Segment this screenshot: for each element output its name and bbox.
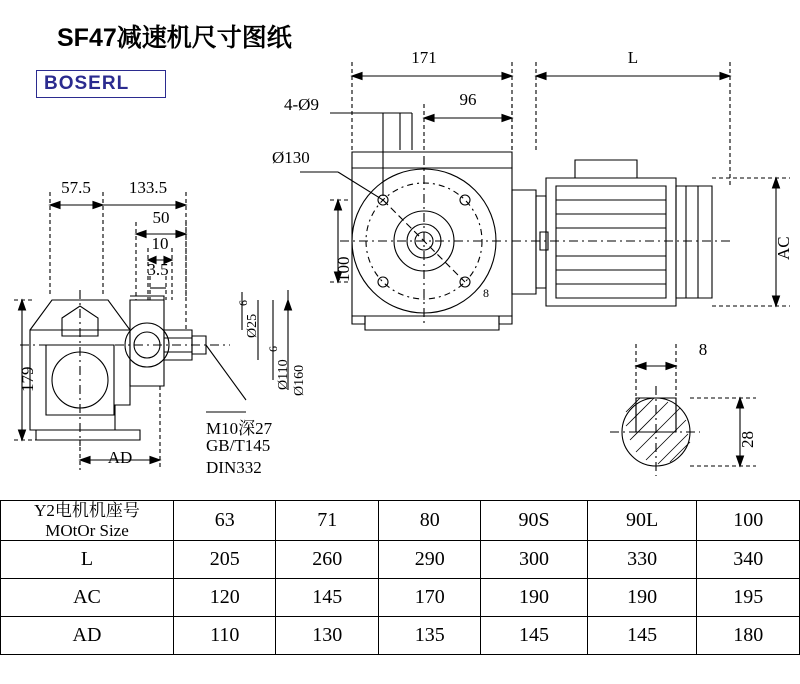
dim-96: 96 bbox=[459, 90, 477, 109]
table-cell: 130 bbox=[276, 617, 378, 655]
table-cell: 290 bbox=[378, 541, 480, 579]
table-header-size: 100 bbox=[697, 501, 800, 541]
table-row bbox=[1, 617, 800, 655]
table-cell: 260 bbox=[276, 541, 378, 579]
dim-50: 50 bbox=[152, 208, 170, 227]
dim-AD: AD bbox=[107, 448, 133, 467]
row-label-ac: AC bbox=[1, 579, 174, 617]
table-cell: 205 bbox=[174, 541, 276, 579]
dim-10: 10 bbox=[151, 234, 169, 253]
table-header-size: 63 bbox=[174, 501, 276, 541]
table-cell: 135 bbox=[378, 617, 480, 655]
table-row bbox=[1, 541, 800, 579]
table-header-size: 90S bbox=[481, 501, 587, 541]
dim-D25-sub: 6 bbox=[236, 300, 250, 306]
table-cell: 120 bbox=[174, 579, 276, 617]
dim-suffix-8: 8 bbox=[483, 286, 489, 300]
page-title: SF47减速机尺寸图纸 bbox=[57, 24, 292, 52]
note-m10: M10深27 bbox=[206, 419, 273, 438]
dim-57-5: 57.5 bbox=[61, 178, 91, 197]
row-label-ad: AD bbox=[1, 617, 174, 655]
logo-text: BOSERL bbox=[44, 73, 130, 94]
table-row bbox=[1, 501, 800, 541]
table-cell: 190 bbox=[587, 579, 697, 617]
dim-179: 179 bbox=[18, 366, 37, 392]
dim-D130: Ø130 bbox=[272, 148, 310, 167]
dim-D110-sub: 6 bbox=[266, 346, 280, 352]
table-header-size: 80 bbox=[378, 501, 480, 541]
table-header-cell bbox=[1, 501, 174, 541]
table-row bbox=[1, 579, 800, 617]
table-cell: 195 bbox=[697, 579, 800, 617]
note-gb: GB/T145 bbox=[206, 436, 271, 455]
table-cell: 190 bbox=[481, 579, 587, 617]
table-header-size: 71 bbox=[276, 501, 378, 541]
dim-133-5: 133.5 bbox=[128, 178, 168, 197]
table-cell: 170 bbox=[378, 579, 480, 617]
table-header-size: 90L bbox=[587, 501, 697, 541]
table-cell: 340 bbox=[697, 541, 800, 579]
table-cell: 330 bbox=[587, 541, 697, 579]
row-label-l: L bbox=[1, 541, 174, 579]
dim-D160: Ø160 bbox=[292, 364, 307, 396]
note-din: DIN332 bbox=[206, 458, 262, 477]
dim-L: L bbox=[627, 48, 639, 67]
dim-171: 171 bbox=[411, 48, 437, 67]
table-cell: 145 bbox=[481, 617, 587, 655]
header-cn: Y2电机机座号 bbox=[34, 501, 140, 520]
dimension-table bbox=[0, 500, 800, 655]
dim-8: 8 bbox=[698, 340, 708, 359]
dim-4xD9: 4-Ø9 bbox=[284, 95, 319, 114]
dim-D110: Ø110 bbox=[276, 359, 291, 390]
table-cell: 145 bbox=[276, 579, 378, 617]
dim-100: 100 bbox=[334, 256, 353, 282]
table-cell: 110 bbox=[174, 617, 276, 655]
dim-28: 28 bbox=[738, 431, 757, 448]
dim-3-5: 3.5 bbox=[147, 260, 169, 279]
table-cell: 145 bbox=[587, 617, 697, 655]
header-en: MOtOr Size bbox=[45, 520, 129, 540]
dim-AC: AC bbox=[774, 236, 793, 260]
dim-D25: Ø25 bbox=[245, 313, 260, 338]
table-cell: 300 bbox=[481, 541, 587, 579]
table-cell: 180 bbox=[697, 617, 800, 655]
